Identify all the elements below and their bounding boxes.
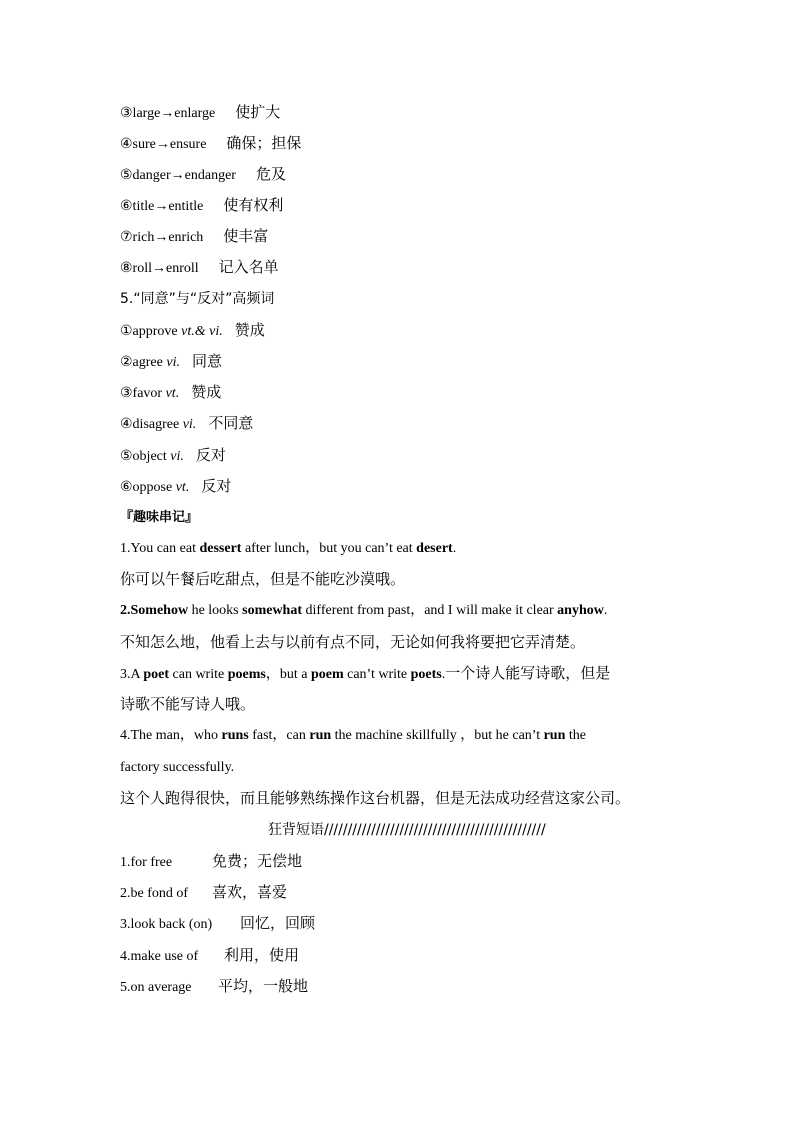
chinese-meaning: 使丰富: [223, 227, 269, 245]
english-word: ⑥title→entitle: [120, 199, 204, 214]
keyword: 2.Somehow: [120, 603, 189, 618]
sentence-translation: 这个人跑得很快，而且能够熟练操作这台机器，但是无法成功经营这家公司。: [120, 789, 631, 807]
chinese-meaning: 赞成: [191, 383, 222, 401]
chinese-meaning: 免费；无偿地: [212, 852, 303, 870]
chinese-meaning: 同意: [191, 352, 222, 370]
vocab-row: [120, 476, 231, 498]
chinese-meaning: 平均，一般地: [218, 977, 309, 995]
prefix-word-row: [120, 133, 301, 155]
sentence-translation: 诗歌不能写诗人哦。: [120, 695, 256, 713]
english-phrase: 1.for free: [120, 855, 173, 870]
vocab-word: ⑤object: [120, 449, 167, 464]
keyword: run: [309, 728, 332, 743]
keyword: run: [543, 728, 566, 743]
prefix-word-row: [120, 102, 280, 124]
vocab-row: [120, 413, 253, 435]
chinese-meaning: 危及: [255, 165, 286, 183]
keyword: dessert: [199, 541, 242, 556]
keyword: poems: [227, 667, 266, 682]
english-word: ⑤danger→endanger: [120, 168, 236, 183]
part-of-speech: vi.: [170, 449, 184, 464]
example-sentence: 1.You can eat dessert after lunch，but you can’t eat desert.: [120, 541, 457, 556]
english-phrase: 5.on average: [120, 980, 192, 995]
example-sentence: 3.A poet can write poems，but a poem can’t write poets.一个诗人能写诗歌，但是: [120, 664, 611, 682]
chinese-meaning: 回忆，回顾: [240, 914, 316, 932]
chinese-meaning: 反对: [195, 446, 226, 464]
fun-memory-header: 『趣味串记』: [120, 510, 199, 525]
vocab-row: [120, 382, 221, 404]
vocab-row: [120, 445, 226, 467]
prefix-word-row: [120, 164, 286, 186]
phrase-row: [120, 976, 308, 998]
chinese-meaning: 使扩大: [235, 103, 281, 121]
sentence-translation: 不知怎么地，他看上去与以前有点不同，无论如何我将要把它弄清楚。: [120, 633, 586, 651]
prefix-word-row: [120, 195, 283, 217]
chinese-meaning: 利用，使用: [224, 946, 300, 964]
sentence-translation: 你可以午餐后吃甜点，但是不能吃沙漠哦。: [120, 570, 406, 588]
vocab-row: [120, 351, 222, 373]
section-title: 5.“同意”与“反对”高频词: [120, 291, 275, 307]
english-word: ⑧roll→enroll: [120, 261, 199, 276]
vocab-word: ②agree: [120, 355, 163, 370]
phrase-row: [120, 851, 302, 873]
chinese-meaning: 不同意: [208, 414, 254, 432]
english-phrase: 3.look back (on): [120, 917, 213, 932]
keyword: poet: [143, 667, 170, 682]
vocab-word: ⑥oppose: [120, 480, 173, 495]
part-of-speech: vi.: [182, 417, 197, 432]
keyword: desert: [416, 541, 453, 556]
phrase-row: [120, 913, 315, 935]
english-word: ④sure→ensure: [120, 137, 207, 152]
sentence-translation: 一个诗人能写诗歌，但是: [445, 664, 611, 682]
english-word: ③large→enlarge: [120, 106, 216, 121]
keyword: somewhat: [242, 603, 303, 618]
part-of-speech: vi.: [166, 355, 180, 370]
vocab-word: ①approve: [120, 324, 178, 339]
example-sentence-continued: factory successfully.: [120, 760, 235, 775]
vocab-word: ③favor: [120, 386, 163, 401]
chinese-meaning: 记入名单: [218, 258, 279, 276]
chinese-meaning: 使有权利: [223, 196, 284, 214]
phrase-section-header: 狂背短语///////////////////////////////////////////////: [268, 822, 546, 838]
chinese-meaning: 赞成: [234, 321, 265, 339]
english-phrase: 2.be fond of: [120, 886, 189, 901]
vocab-word: ④disagree: [120, 417, 180, 432]
english-phrase: 4.make use of: [120, 949, 199, 964]
example-sentence: 4.The man，who runs fast，can run the machine skillfully ，but he can’t run the: [120, 728, 586, 743]
prefix-word-row: [120, 257, 279, 279]
chinese-meaning: 反对: [201, 477, 232, 495]
keyword: anyhow: [557, 603, 604, 618]
chinese-meaning: 喜欢，喜爱: [212, 883, 288, 901]
chinese-meaning: 确保；担保: [226, 134, 302, 152]
keyword: runs: [221, 728, 249, 743]
prefix-word-row: [120, 226, 268, 248]
keyword: poem: [310, 667, 344, 682]
vocab-row: [120, 320, 265, 342]
part-of-speech: vt.: [175, 480, 190, 495]
phrase-row: [120, 945, 299, 967]
part-of-speech: vt.& vi.: [181, 324, 223, 339]
part-of-speech: vt.: [165, 386, 180, 401]
keyword: poets: [410, 667, 442, 682]
phrase-row: [120, 882, 287, 904]
english-word: ⑦rich→enrich: [120, 230, 204, 245]
example-sentence: 2.Somehow he looks somewhat different from past，and I will make it clear anyhow.: [120, 603, 608, 618]
